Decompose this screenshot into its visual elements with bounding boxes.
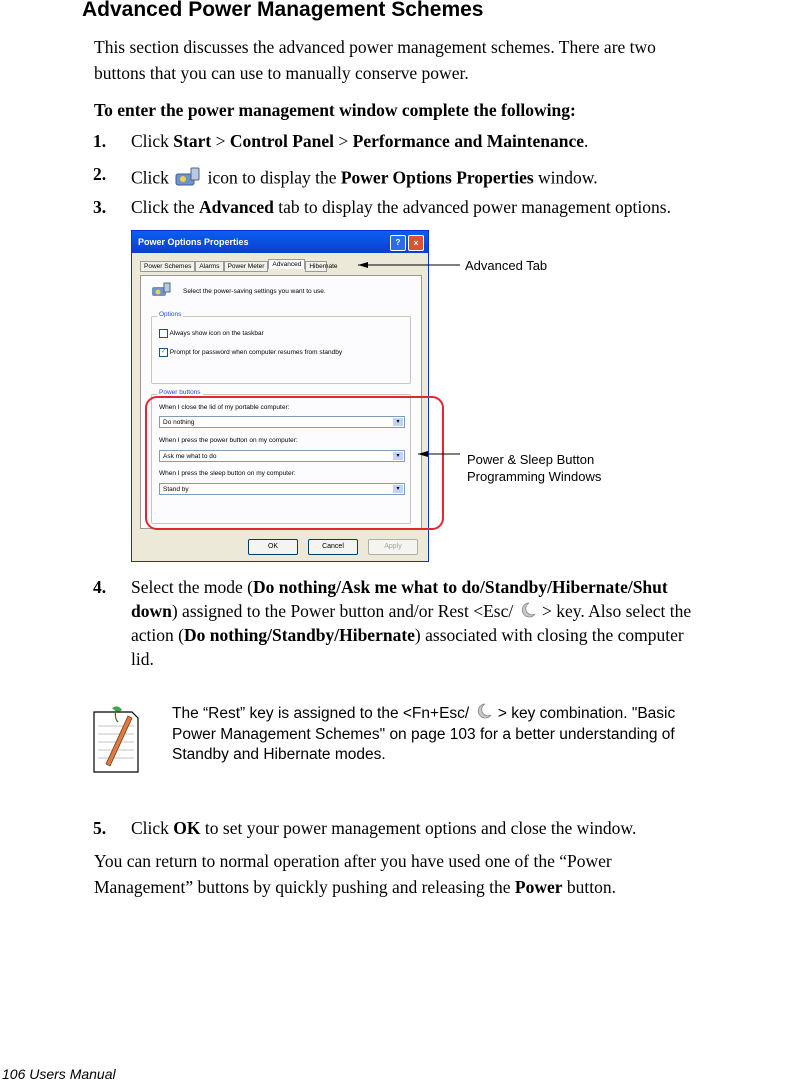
note-icon bbox=[88, 704, 144, 781]
tab-strip bbox=[140, 261, 338, 275]
page-footer: 106 Users Manual bbox=[2, 1066, 116, 1082]
intro-paragraph: This section discusses the advanced power management schemes. There are two bbox=[94, 37, 656, 57]
step-1-text: Click Start > Control Panel > Performance and Maintenance. bbox=[131, 131, 589, 151]
step-4-line-1: Select the mode (Do nothing/Ask me what to do/Standby/Hibernate/Shut bbox=[131, 577, 668, 597]
outro-line-2: Management” buttons by quickly pushing and releasing the Power button. bbox=[94, 877, 616, 897]
power-buttons-group-label: Power buttons bbox=[159, 389, 201, 396]
chevron-down-icon[interactable]: ▾ bbox=[393, 452, 403, 460]
moon-icon bbox=[518, 601, 538, 624]
sleep-button-label: When I press the sleep button on my computer: bbox=[159, 470, 296, 477]
moon-icon bbox=[474, 703, 494, 725]
tab-alarms[interactable]: Alarms bbox=[195, 261, 223, 272]
step-4-line-2: down) assigned to the Power button and/or Rest <Esc/ > key. Also select the bbox=[131, 601, 691, 624]
window-title: Power Options Properties bbox=[138, 237, 249, 247]
callout-power-sleep-line-1: Power & Sleep Button bbox=[467, 452, 595, 467]
step-5-text: Click OK to set your power management options and close the window. bbox=[131, 818, 637, 838]
callout-power-sleep-line-2: Programming Windows bbox=[467, 469, 602, 484]
lid-label: When I close the lid of my portable computer: bbox=[159, 404, 290, 411]
tab-power-schemes[interactable]: Power Schemes bbox=[140, 261, 195, 272]
tab-hibernate[interactable]: Hibernate bbox=[305, 261, 327, 272]
close-icon[interactable]: × bbox=[408, 235, 424, 251]
page-heading: Advanced Power Management Schemes bbox=[82, 0, 484, 21]
callout-arrows bbox=[340, 255, 470, 465]
window-title-bar bbox=[132, 231, 428, 253]
sleep-button-action-select[interactable]: Stand by ▾ bbox=[159, 483, 405, 495]
power-options-icon bbox=[173, 164, 203, 195]
step-4-line-3: action (Do nothing/Standby/Hibernate) associated with closing the computer bbox=[131, 625, 684, 645]
options-group-label: Options bbox=[159, 311, 182, 318]
step-3-number: 3. bbox=[93, 197, 107, 217]
option-show-icon[interactable]: Always show icon on the taskbar bbox=[159, 329, 264, 338]
note-text: The “Rest” key is assigned to the <Fn+Esc/ > key combination. "Basic Power Management Schemes" on page 103 for a better understanding of Standby and Hibernate modes. bbox=[172, 703, 782, 765]
checkbox-prompt-password[interactable]: ✓ bbox=[160, 349, 167, 355]
tab-power-meter[interactable]: Power Meter bbox=[224, 261, 269, 272]
step-4-number: 4. bbox=[93, 577, 107, 597]
tab-advanced[interactable]: Advanced bbox=[268, 259, 305, 269]
outro-line-1: You can return to normal operation after you have used one of the “Power bbox=[94, 851, 612, 871]
chevron-down-icon[interactable]: ▾ bbox=[393, 485, 403, 493]
subheading: To enter the power management window complete the following: bbox=[94, 100, 576, 120]
step-1-number: 1. bbox=[93, 131, 107, 151]
cancel-button[interactable]: Cancel bbox=[308, 539, 358, 555]
step-3-text: Click the Advanced tab to display the advanced power management options. bbox=[131, 197, 671, 217]
step-4-line-4: lid. bbox=[131, 649, 154, 669]
step-2-text: Click icon to display the Power Options Properties window. bbox=[131, 164, 598, 195]
power-button-action-select[interactable]: Ask me what to do ▾ bbox=[159, 450, 405, 462]
chevron-down-icon[interactable]: ▾ bbox=[393, 418, 403, 426]
step-2-number: 2. bbox=[93, 164, 107, 184]
power-icon bbox=[151, 282, 173, 300]
checkbox-show-icon[interactable] bbox=[159, 329, 168, 338]
ok-button[interactable]: OK bbox=[248, 539, 298, 555]
prompt-text: Select the power-saving settings you want to use. bbox=[183, 288, 326, 295]
step-5-number: 5. bbox=[93, 818, 107, 838]
option-prompt-password[interactable]: ✓ Prompt for password when computer resumes from standby bbox=[160, 349, 343, 357]
power-button-label: When I press the power button on my computer: bbox=[159, 437, 298, 444]
callout-advanced-tab: Advanced Tab bbox=[465, 258, 548, 273]
lid-action-select[interactable]: Do nothing ▾ bbox=[159, 416, 405, 428]
help-icon[interactable]: ? bbox=[390, 235, 406, 251]
apply-button[interactable]: Apply bbox=[368, 539, 418, 555]
intro-line-2: buttons that you can use to manually conserve power. bbox=[94, 63, 469, 83]
